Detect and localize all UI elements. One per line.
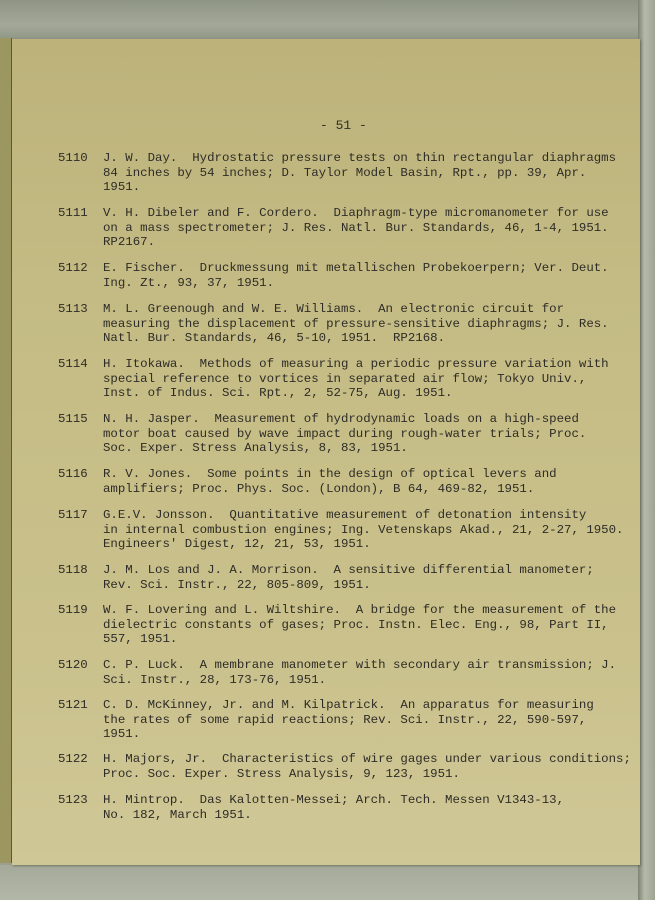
entry-text: E. Fischer. Druckmessung mit metallischen Probekoerpern; Ver. Deut. Ing. Zt., 93, 37, 1951. xyxy=(103,261,609,290)
scanner-background-top xyxy=(0,0,655,42)
entry-number: 5119 xyxy=(58,603,88,617)
entry-number: 5122 xyxy=(58,752,88,766)
entry-text: H. Mintrop. Das Kalotten-Messei; Arch. Tech. Messen V1343-13, No. 182, March 1951. xyxy=(103,793,565,822)
entry-text: H. Majors, Jr. Characteristics of wire gages under various conditions; Proc. Soc. Exper. Stress Analysis, 9, 123, 1951. xyxy=(103,752,631,781)
entry-number: 5110 xyxy=(58,151,88,165)
entry-number: 5111 xyxy=(58,206,88,220)
entry-text: N. H. Jasper. Measurement of hydrodynamic loads on a high-speed motor boat caused by wave impact during rough-water trials; Proc. Soc. Exper. Stress Analysis, 8, 83, 1951. xyxy=(103,412,587,455)
scanner-background-bottom xyxy=(0,865,655,900)
entry-text: G.E.V. Jonsson. Quantitative measurement of detonation intensity in internal combustion engines; Ing. Vetenskaps Akad., 21, 2-27, 1950. Engineers' Digest, 12, 21, 53, 1951. xyxy=(103,508,624,551)
entry-number: 5114 xyxy=(58,357,88,371)
entry-number: 5123 xyxy=(58,793,88,807)
entry-text: W. F. Lovering and L. Wiltshire. A bridge for the measurement of the dielectric constants of gases; Proc. Instn. Elec. Eng., 98, Part II, 557, 1951. xyxy=(103,603,617,646)
entry-number: 5113 xyxy=(58,302,88,316)
entry-number: 5118 xyxy=(58,563,88,577)
entry-text: H. Itokawa. Methods of measuring a periodic pressure variation with special reference to vortices in separated air flow; Tokyo Univ., Inst. of Indus. Sci. Rpt., 2, 52-75, Aug. 1951. xyxy=(103,357,609,400)
adjacent-page-edge xyxy=(0,38,12,863)
page-number: - 51 - xyxy=(320,118,367,133)
entry-text: M. L. Greenough and W. E. Williams. An electronic circuit for measuring the displacement of pressure-sensitive diaphragms; J. Res. Natl. Bur. Standards, 46, 5-10, 1951. RP2168. xyxy=(103,302,609,345)
entry-text: V. H. Dibeler and F. Cordero. Diaphragm-type micromanometer for use on a mass spectrometer; J. Res. Natl. Bur. Standards, 46, 1-4, 1951. RP2167. xyxy=(103,206,609,249)
entry-number: 5120 xyxy=(58,658,88,672)
document-page xyxy=(12,39,640,865)
entry-number: 5121 xyxy=(58,698,88,712)
entry-number: 5117 xyxy=(58,508,88,522)
entry-text: J. W. Day. Hydrostatic pressure tests on thin rectangular diaphragms 84 inches by 54 inches; D. Taylor Model Basin, Rpt., pp. 39, Apr. 1951. xyxy=(103,151,617,194)
entry-number: 5115 xyxy=(58,412,88,426)
entry-text: R. V. Jones. Some points in the design of optical levers and amplifiers; Proc. Phys. Soc. (London), B 64, 469-82, 1951. xyxy=(103,467,557,496)
entry-text: J. M. Los and J. A. Morrison. A sensitive differential manometer; Rev. Sci. Instr., 22, 805-809, 1951. xyxy=(103,563,594,592)
entry-text: C. P. Luck. A membrane manometer with secondary air transmission; J. Sci. Instr., 28, 173-76, 1951. xyxy=(103,658,617,687)
entry-number: 5112 xyxy=(58,261,88,275)
entry-number: 5116 xyxy=(58,467,88,481)
entry-text: C. D. McKinney, Jr. and M. Kilpatrick. An apparatus for measuring the rates of some rapid reactions; Rev. Sci. Instr., 22, 590-597, 1951. xyxy=(103,698,594,741)
